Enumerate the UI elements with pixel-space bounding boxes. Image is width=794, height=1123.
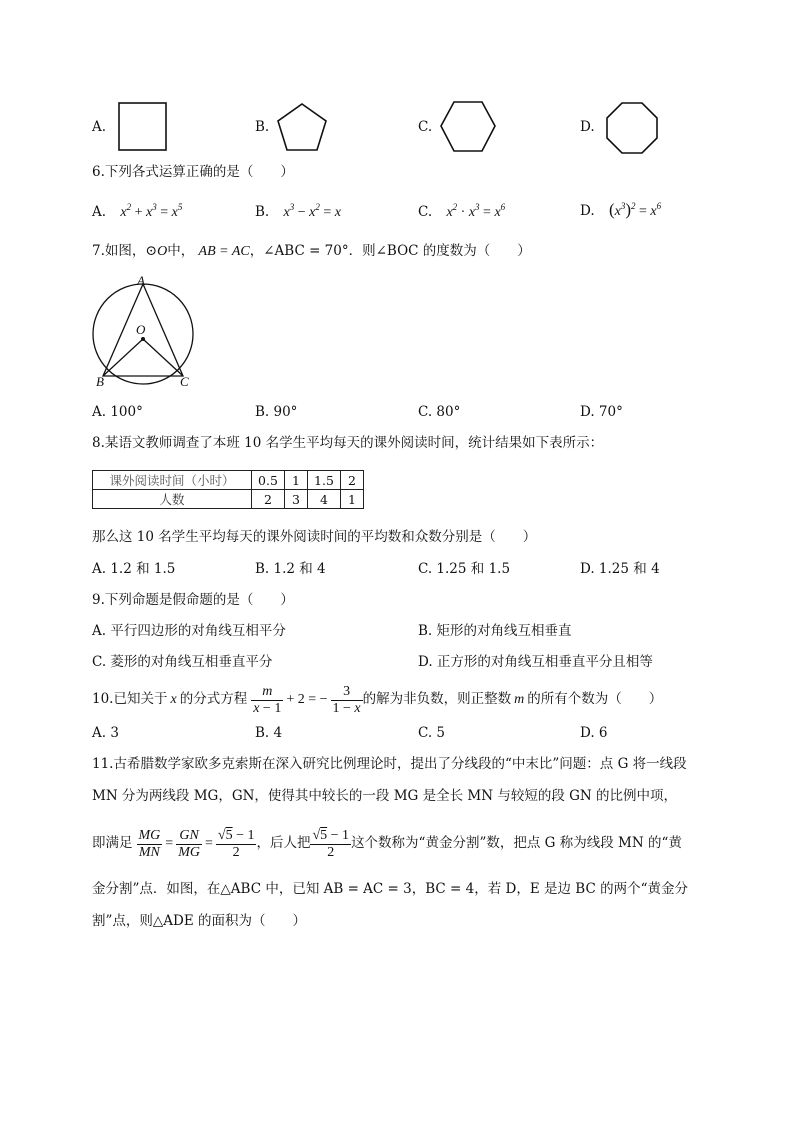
table-cell: 1 [285, 471, 308, 490]
table-cell: 0.5 [252, 471, 285, 490]
q6-option-b: B. $x^3 - x^2 = x$ [255, 202, 341, 220]
q7-stem-mid: 中， [167, 243, 195, 259]
q7-arc-equation: AB = AC [198, 244, 250, 259]
q11-line-5: 割”点，则△ADE 的面积为（ ） [92, 913, 307, 929]
q5-option-d-label: D. [580, 119, 595, 135]
q8-option-c: C. 1.25 和 1.5 [418, 561, 511, 577]
q11-line-3-part: ，后人把 [256, 835, 311, 852]
table-row [93, 490, 364, 509]
q5-option-b-label: B. [255, 119, 270, 135]
figure-label-b: B [96, 374, 104, 389]
q8-option-d: D. 1.25 和 4 [580, 561, 660, 577]
table-cell: 2 [341, 471, 364, 490]
q8-option-b: B. 1.2 和 4 [255, 561, 326, 577]
q11-fraction-golden-2: $\frac{√5 - 1}{2}$ [312, 827, 350, 860]
figure-label-a: A [137, 273, 145, 288]
q11-line-3-part: 这个数称为“黄金分割”数，把点 G 称为线段 MN 的“黄 [351, 835, 682, 852]
q9-stem: 9.下列命题是假命题的是（ ） [92, 592, 294, 608]
circle-triangle-figure [88, 272, 203, 390]
octagon-shape [606, 102, 660, 156]
q11-line-3: 即满足 $\frac{MG}{MN}$ = $\frac{GN}{MG}$ = $\frac{√5 - 1}{2}$ ，后人把 $\frac{√5 - 1}{2}$ 这个数称为“黄金分割”数，把点 G 称为线段 MN 的“黄 [92, 827, 682, 860]
q11-line-1: 11.古希腊数学家欧多克索斯在深入研究比例理论时，提出了分线段的“中末比”问题：点 G 将一线段 [92, 756, 687, 772]
q11-line-4: 金分割”点．如图，在△ABC 中，已知 AB = AC = 3，BC = 4，若 D，E 是边 BC 的两个“黄金分 [92, 881, 688, 897]
q6-stem: 6.下列各式运算正确的是（ ） [92, 164, 294, 180]
q6-option-a: A. $x^2 + x^3 = x^5$ [92, 202, 183, 220]
q6-option-d: D. $(x^3)^2 = x^6$ [580, 200, 662, 219]
table-cell: 2 [252, 490, 285, 509]
q9-option-c: C. 菱形的对角线互相垂直平分 [92, 654, 273, 670]
figure-label-c: C [180, 374, 189, 389]
q9-option-b: B. 矩形的对角线互相垂直 [418, 623, 572, 639]
q6-option-b-label: B. [255, 204, 270, 220]
square-shape [118, 102, 168, 152]
q7-option-a: A. 100° [92, 404, 143, 420]
q10-option-b: B. 4 [255, 725, 283, 741]
q11-fraction-mg-mn: $\frac{MG}{MN}$ [138, 827, 161, 860]
q11-line-3-part: 即满足 [92, 835, 133, 852]
q9-option-d: D. 正方形的对角线互相垂直平分且相等 [418, 654, 653, 670]
q5-option-c-label: C. [418, 119, 433, 135]
table-cell: 1.5 [308, 471, 341, 490]
table-row [93, 471, 364, 490]
q7-option-b: B. 90° [255, 404, 298, 420]
q6-option-c: C. $x^2 \cdot x^3 = x^6$ [418, 202, 506, 220]
q10-option-d: D. 6 [580, 725, 608, 741]
q10-variable-x: x [170, 692, 177, 707]
hexagon-shape [440, 101, 496, 153]
q7-stem-prefix: 7.如图， [92, 243, 146, 259]
table-cell: 3 [285, 490, 308, 509]
q7-option-d: D. 70° [580, 404, 623, 420]
q7-option-c: C. 80° [418, 404, 461, 420]
q10-fraction-left: $\frac{m}{x - 1}$ [253, 683, 282, 716]
q10-variable-m: m [514, 692, 525, 707]
q6-option-a-label: A. [92, 204, 107, 220]
q10-option-c: C. 5 [418, 725, 446, 741]
q8-question: 那么这 10 名学生平均每天的课外阅读时间的平均数和众数分别是（ ） [92, 529, 537, 545]
table-header-people: 人数 [93, 490, 252, 509]
q10-fraction-right: $\frac{3}{1 - x}$ [332, 683, 361, 716]
q9-option-a: A. 平行四边形的对角线互相平分 [92, 623, 286, 639]
q11-line-2: MN 分为两线段 MG，GN，使得其中较长的一段 MG 是全长 MN 与较短的段 GN 的比例中项， [92, 788, 678, 804]
table-cell: 1 [341, 490, 364, 509]
q10-stem: 10.已知关于 x 的分式方程 $\frac{m}{x - 1}$ + 2 = − $\frac{3}{1 - x}$ 的解为非负数，则正整数 m 的所有个数为（ ） [92, 683, 663, 716]
q7-circle-symbol: ⊙O [145, 244, 168, 259]
figure-label-o: O [136, 322, 146, 337]
q10-stem-part: 的解为非负数，则正整数 [362, 691, 512, 708]
table-header-reading-time: 课外阅读时间（小时） [93, 471, 252, 490]
q7-stem-angle: ，∠ABC = 70°．则∠BOC 的度数为（ ） [249, 243, 531, 259]
q11-fraction-golden: $\frac{√5 - 1}{2}$ [217, 827, 255, 860]
q7-stem [92, 245, 531, 259]
q6-option-c-label: C. [418, 204, 433, 220]
q11-fraction-gn-mg: $\frac{GN}{MG}$ [178, 827, 200, 860]
pentagon-shape [276, 103, 328, 153]
q10-stem-part: 10.已知关于 [92, 691, 168, 708]
q5-option-a-label: A. [92, 119, 107, 135]
q10-option-a: A. 3 [92, 725, 119, 741]
q6-option-d-label: D. [580, 203, 595, 219]
q8-stem: 8.某语文教师调查了本班 10 名学生平均每天的课外阅读时间，统计结果如下表所示： [92, 435, 604, 451]
q10-stem-part: 的分式方程 [179, 691, 248, 708]
q10-stem-part: 的所有个数为（ ） [527, 691, 663, 708]
reading-time-table [92, 470, 364, 509]
table-cell: 4 [308, 490, 341, 509]
q8-option-a: A. 1.2 和 1.5 [92, 561, 176, 577]
